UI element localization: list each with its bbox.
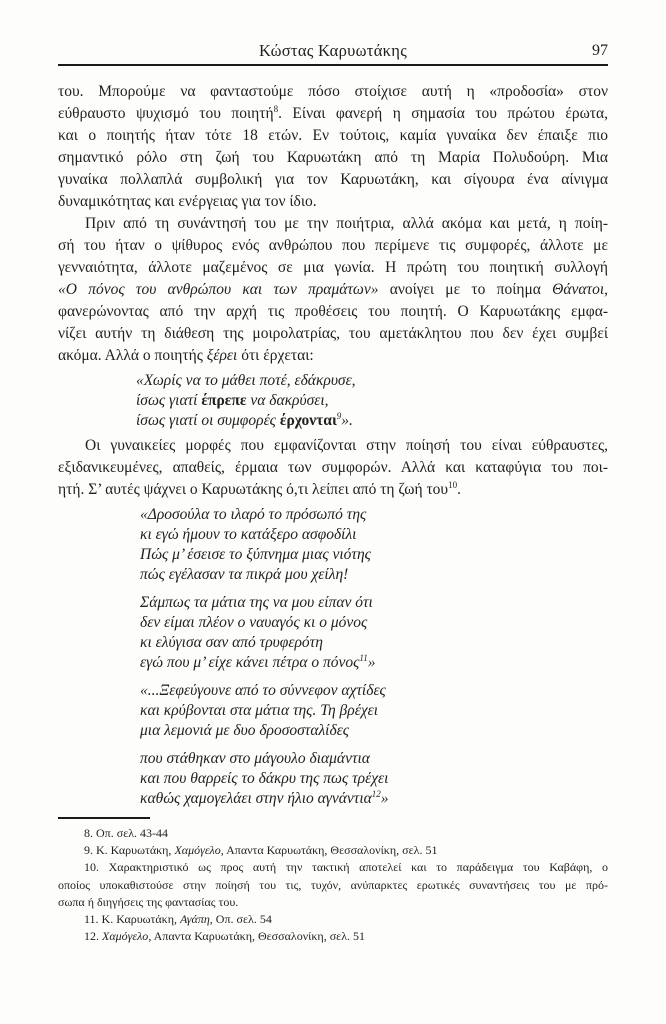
text-line	[140, 593, 608, 613]
text-run: «Ο πόνος του ανθρώπου και των πραμάτων»	[58, 281, 379, 298]
text-line	[58, 928, 608, 945]
text-line	[58, 345, 608, 367]
text-run: , Οπ. σελ. 54	[209, 912, 272, 927]
text-run: Χαμόγελο	[174, 843, 221, 858]
text-run: ακόμα. Αλλά ο ποιητής	[58, 347, 207, 364]
text-line	[136, 371, 608, 391]
text-run: .	[457, 481, 461, 498]
text-run: 8. Οπ. σελ. 43-44	[84, 826, 169, 840]
text-run: «Δροσούλα το ιλαρό το πρόσωπό της	[140, 506, 367, 523]
text-line	[58, 103, 608, 125]
footnote-ref: 10	[448, 480, 458, 490]
footnote	[58, 825, 608, 842]
text-run: δεν είμαι πλέον ο ναυαγός κι ο μόνος	[140, 614, 368, 631]
text-run: ίσως γιατί οι συμφορές	[136, 412, 280, 429]
text-run: 11. Κ. Καρυωτάκη,	[84, 912, 180, 927]
text-run: ξέρει	[206, 347, 238, 364]
paragraph	[58, 81, 608, 213]
text-line	[58, 894, 608, 911]
text-line	[58, 213, 608, 235]
text-run: Πώς μ’ έσεισε το ξύπνημα μιας νιότης	[140, 546, 371, 563]
text-line	[58, 301, 608, 323]
text-line	[140, 721, 608, 741]
paragraph	[58, 213, 608, 367]
text-run: οποίος υποκαθιστούσε στην ποίησή του τις, τυχόν, ανύπαρκτες ερωτικές συναντήσεις του με πρό-	[58, 877, 608, 892]
text-run: καθώς χαμογελάει στην ήλιο αγνάντια	[140, 790, 372, 807]
footnote-ref: 9	[336, 411, 342, 421]
text-run: Πριν από τη συνάντησή του με την ποιήτρια, αλλά ακόμα και μετά, η ποίη-	[85, 215, 608, 232]
text-line	[140, 505, 608, 525]
text-line	[136, 391, 608, 411]
poem-stanza	[140, 681, 608, 741]
text-line	[58, 191, 608, 213]
text-run: εύθραυστο ψυχισμό του ποιητή	[58, 105, 274, 122]
text-line	[140, 701, 608, 721]
running-head-title: Κώστας Καρυωτάκης	[258, 41, 408, 60]
text-run: σή του ήταν ο ψίθυρος ενός ανθρώπου που περίμενε τις συμφορές, άλλοτε με	[58, 237, 608, 254]
footnote	[58, 928, 608, 945]
text-line	[58, 877, 608, 894]
text-run: ότι έρχεται:	[237, 347, 314, 364]
text-run: και που θαρρείς το δάκρυ της πως τρέχει	[140, 770, 389, 787]
text-line	[140, 789, 608, 809]
poem-stanza	[140, 505, 608, 585]
text-line	[58, 279, 608, 301]
footnote-ref: 11	[359, 653, 368, 663]
footnote-ref: 8	[273, 104, 279, 114]
text-run: δυναμικότητας και ενέργειας για τον ίδιο.	[58, 193, 317, 210]
text-run: εξιδανικευμένες, απαθείς, έρμαια των συμφορών. Αλλά και καταφύγια του ποι-	[58, 459, 608, 476]
text-run: μια λεμονιά με δυο δροσοσταλίδες	[140, 722, 350, 739]
text-run: 10. Χαρακτηριστικό ως προς αυτή την τακτική αποτελεί και το παράδειγμα του Καβάφη, ο	[84, 860, 608, 875]
page-body	[58, 81, 608, 809]
text-run: «...Ξεφεύγουνε από το σύννεφον αχτίδες	[140, 682, 386, 699]
paragraph	[58, 435, 608, 501]
text-run: πώς εγέλασαν τα πικρά μου χείλη!	[140, 566, 349, 583]
text-line	[140, 681, 608, 701]
text-run: ητή. Σ’ αυτές ψάχνει ο Καρυωτάκης ό,τι λείπει από τη ζωή του	[58, 481, 449, 498]
text-line	[58, 323, 608, 345]
text-run: ανοίγει με το ποίημα	[378, 281, 553, 298]
text-run: «Χωρίς να το μάθει ποτέ, εδάκρυσε,	[136, 372, 356, 389]
text-run: ίσως γιατί	[136, 392, 202, 409]
text-run: εγώ που μ’ είχε κάνει πέτρα ο πόνος	[140, 654, 360, 671]
text-line	[58, 169, 608, 191]
text-line	[58, 435, 608, 457]
text-run: και κρύβονται στα μάτια της. Τη βρέχει	[140, 702, 379, 719]
text-line	[140, 769, 608, 789]
text-line	[58, 125, 608, 147]
text-run: φανερώνοντας από την αρχή τις προθέσεις του ποιητή. Ο Καρυωτάκης εμφα-	[58, 303, 608, 320]
text-run: »	[367, 654, 376, 671]
footnote	[58, 842, 608, 859]
text-run: να δακρύσει,	[246, 392, 329, 409]
page-number: 97	[592, 42, 608, 59]
footnote	[58, 859, 608, 911]
text-run: Σάμπως τα μάτια της να μου είπαν ότι	[140, 594, 373, 611]
text-line	[140, 613, 608, 633]
text-run: του. Μπορούμε να φανταστούμε πόσο στοίχισε αυτή η «προδοσία» στον	[58, 83, 608, 100]
text-line	[58, 859, 608, 876]
text-line	[140, 565, 608, 585]
text-line	[58, 825, 608, 842]
text-run: κι ελύγισα σαν από τρυφερότη	[140, 634, 323, 651]
footnotes	[58, 825, 608, 945]
text-run: 12.	[84, 929, 102, 944]
poem-stanza	[140, 593, 608, 673]
poem-stanza	[140, 749, 608, 809]
footnote-separator-rule	[58, 817, 150, 819]
text-line	[136, 411, 608, 431]
text-line	[140, 633, 608, 653]
footnote-ref: 12	[371, 789, 381, 799]
text-run: κι εγώ ήμουν το κατάξερο ασφοδίλι	[140, 526, 357, 543]
text-run: »	[380, 790, 389, 807]
text-run: γυναίκα πολλαπλά συμβολική για τον Καρυωτάκη, και σίγουρα ένα αίνιγμα	[58, 171, 608, 188]
text-line	[140, 749, 608, 769]
header-rule	[58, 64, 608, 66]
text-run: που στάθηκαν στο μάγουλο διαμάντια	[140, 750, 370, 767]
text-run: και ο ποιητής ήταν τότε 18 ετών. Εν τούτοις, καμία γυναίκα δεν έπαιξε πιο	[58, 127, 608, 144]
running-head	[58, 40, 608, 62]
text-run: σωπα ή διηγήσεις της φαντασίας του.	[58, 894, 239, 909]
text-run: έρχονται	[279, 412, 337, 429]
text-run: Χαμόγελο	[102, 929, 149, 944]
text-run: Αγάπη	[180, 912, 210, 927]
text-run: , Απαντα Καρυωτάκη, Θεσσαλονίκη, σελ. 51	[220, 843, 438, 858]
text-run: Οι γυναικείες μορφές που εμφανίζονται στην ποίησή του είναι εύθραυστες,	[85, 437, 608, 454]
text-line	[58, 235, 608, 257]
text-run: Θάνατοι,	[552, 281, 608, 298]
text-run: ».	[341, 412, 353, 429]
text-line	[58, 842, 608, 859]
text-run: 9. Κ. Καρυωτάκη,	[84, 843, 175, 858]
text-run: γενναιότητα, άλλοτε μαζεμένος σε μια γωνία. Η πρώτη του ποιητική συλλογή	[58, 259, 608, 276]
text-run: , Απαντα Καρυωτάκη, Θεσσαλονίκη, σελ. 51	[148, 929, 366, 944]
text-line	[58, 81, 608, 103]
text-run: . Είναι φανερή η σημασία του πρώτου έρωτα,	[278, 105, 609, 122]
text-run: έπρεπε	[201, 392, 247, 409]
text-line	[58, 457, 608, 479]
text-line	[58, 911, 608, 928]
text-run: σημαντικό ρόλο στη ζωή του Καρυωτάκη από τη Μαρία Πολυδούρη. Μια	[58, 149, 608, 166]
text-line	[140, 545, 608, 565]
text-line	[58, 147, 608, 169]
text-run: νίζει αυτήν τη διάθεση της μοιρολατρίας, του αμετάκλητου που δεν έχει συμβεί	[58, 325, 608, 342]
text-line	[140, 525, 608, 545]
text-line	[58, 479, 608, 501]
footnote	[58, 911, 608, 928]
text-line	[140, 653, 608, 673]
poem-stanza	[136, 371, 608, 431]
text-line	[58, 257, 608, 279]
